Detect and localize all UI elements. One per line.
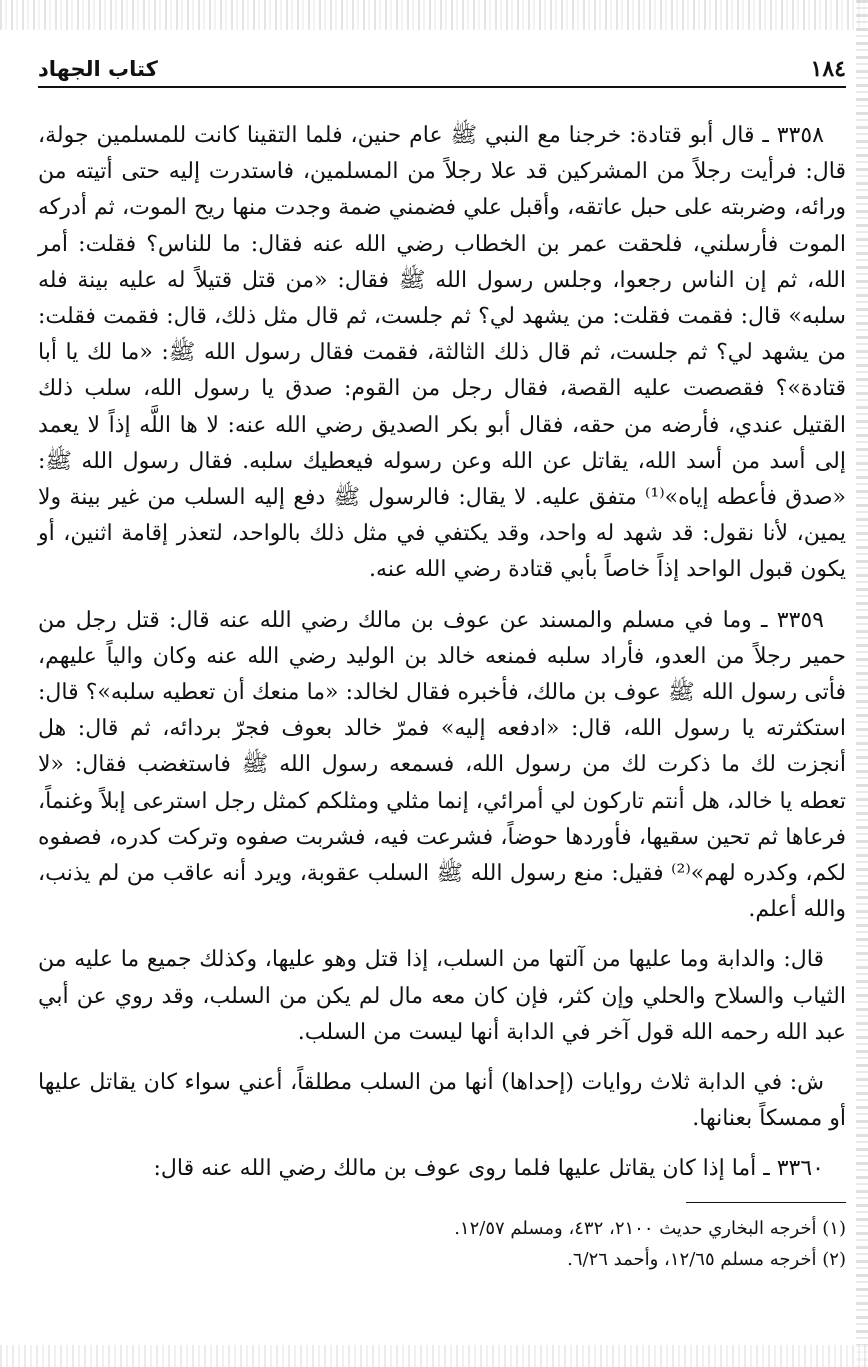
footnotes — [38, 1213, 846, 1275]
scan-edge-bottom — [0, 1345, 868, 1367]
footnote-1: (١) أخرجه البخاري حديث ٢١٠٠، ٤٣٢، ومسلم ١٢/٥٧. — [454, 1217, 846, 1239]
paragraph-sharh: ش: في الدابة ثلاث روايات (إحداها) أنها من السلب مطلقاً، أعني سواء كان يقاتل عليها أو ممسكاً بعنانها. — [38, 1070, 846, 1132]
main-text — [38, 118, 846, 1188]
page-header — [38, 52, 846, 88]
book-page — [38, 52, 846, 1275]
paragraph-matn: قال: والدابة وما عليها من آلتها من السلب، إذا قتل وهو عليها، وكذلك جميع ما عليه من الثياب والسلاح والحلي وإن كثر، فإن كان معه مال لم يكن من السلب، وقد روي عن أبي عبد الله رحمه الله قول آخر في الدابة أنها ليست من السلب. — [38, 947, 846, 1045]
scan-edge-top — [0, 0, 868, 30]
scan-edge-right — [856, 0, 868, 1367]
paragraph-3360: ٣٣٦٠ ـ أما إذا كان يقاتل عليها فلما روى عوف بن مالك رضي الله عنه قال: — [153, 1156, 824, 1182]
chapter-title: كتاب الجهاد — [38, 57, 158, 81]
footnote-divider — [686, 1202, 846, 1203]
footnote-2: (٢) أخرجه مسلم ١٢/٦٥، وأحمد ٦/٢٦. — [567, 1248, 846, 1270]
paragraph-3359: ٣٣٥٩ ـ وما في مسلم والمسند عن عوف بن مالك رضي الله عنه قال: قتل رجل من حمير رجلاً من العدو، فأراد سلبه فمنعه خالد بن الوليد رضي الله عنه وكان والياً عليهم، فأتى رسول الله ﷺ عوف بن مالك، فأخبره فقال لخالد: «ما منعك أن تعطيه سلبه»؟ قال: استكثرته يا رسول الله، قال: «ادفعه إليه» فمرّ خالد بعوف فجرّ بردائه، ثم قال: هل أنجزت لك ما ذكرت لك من رسول الله، فسمعه رسول الله ﷺ فاستغضب فقال: «لا تعطه يا خالد، هل أنتم تاركون لي أمرائي، إنما مثلي ومثلكم كمثل رجل استرعى إبلاً وغنماً، فرعاها ثم تحين سقيها، فأوردها حوضاً، فشرعت فيه، فشربت صفوه وتركت كدره، فصفوه لكم، وكدره لهم»⁽²⁾ فقيل: منع رسول الله ﷺ السلب عقوبة، ويرد أنه عاقب من لم يذنب، والله أعلم. — [38, 607, 847, 923]
page-number: ١٨٤ — [810, 56, 846, 82]
paragraph-3358: ٣٣٥٨ ـ قال أبو قتادة: خرجنا مع النبي ﷺ عام حنين، فلما التقينا كانت للمسلمين جولة، قال: فرأيت رجلاً من المشركين قد علا رجلاً من المسلمين، فاستدرت إليه حتى أتيته من ورائه، وضربته على حبل عاتقه، وأقبل علي فضمني ضمة وجدت منها ريح الموت، ثم أدركه الموت فأرسلني، فلحقت عمر بن الخطاب رضي الله عنه فقال: ما للناس؟ فقلت: أمر الله، ثم إن الناس رجعوا، وجلس رسول الله ﷺ فقال: «من قتل قتيلاً له عليه بينة فله سلبه» قال: فقمت فقلت: من يشهد لي؟ ثم جلست، ثم قال مثل ذلك، قال: فقمت فقلت: من يشهد لي؟ ثم جلست، ثم قال ذلك الثالثة، فقمت فقال رسول الله ﷺ: «ما لك يا أبا قتادة»؟ فقصصت عليه القصة، فقال رجل من القوم: صدق يا رسول الله، سلب ذلك القتيل عندي، فأرضه من حقه، فقال أبو بكر الصديق رضي الله عنه: لا ها اللَّه إذاً لا يعمد إلى أسد من أسد الله، يقاتل عن الله وعن رسوله فيعطيك سلبه. فقال رسول الله ﷺ: «صدق فأعطه إياه»⁽¹⁾ متفق عليه. لا يقال: فالرسول ﷺ دفع إليه السلب من غير بينة ولا يمين، لأنا نقول: قد شهد له واحد، وقد يكتفي في مثل ذلك بالواحد، لتعذر إقامة اثنين، أو يكون قبول الواحد إذاً خاصاً بأبي قتادة رضي الله عنه. — [38, 123, 846, 583]
